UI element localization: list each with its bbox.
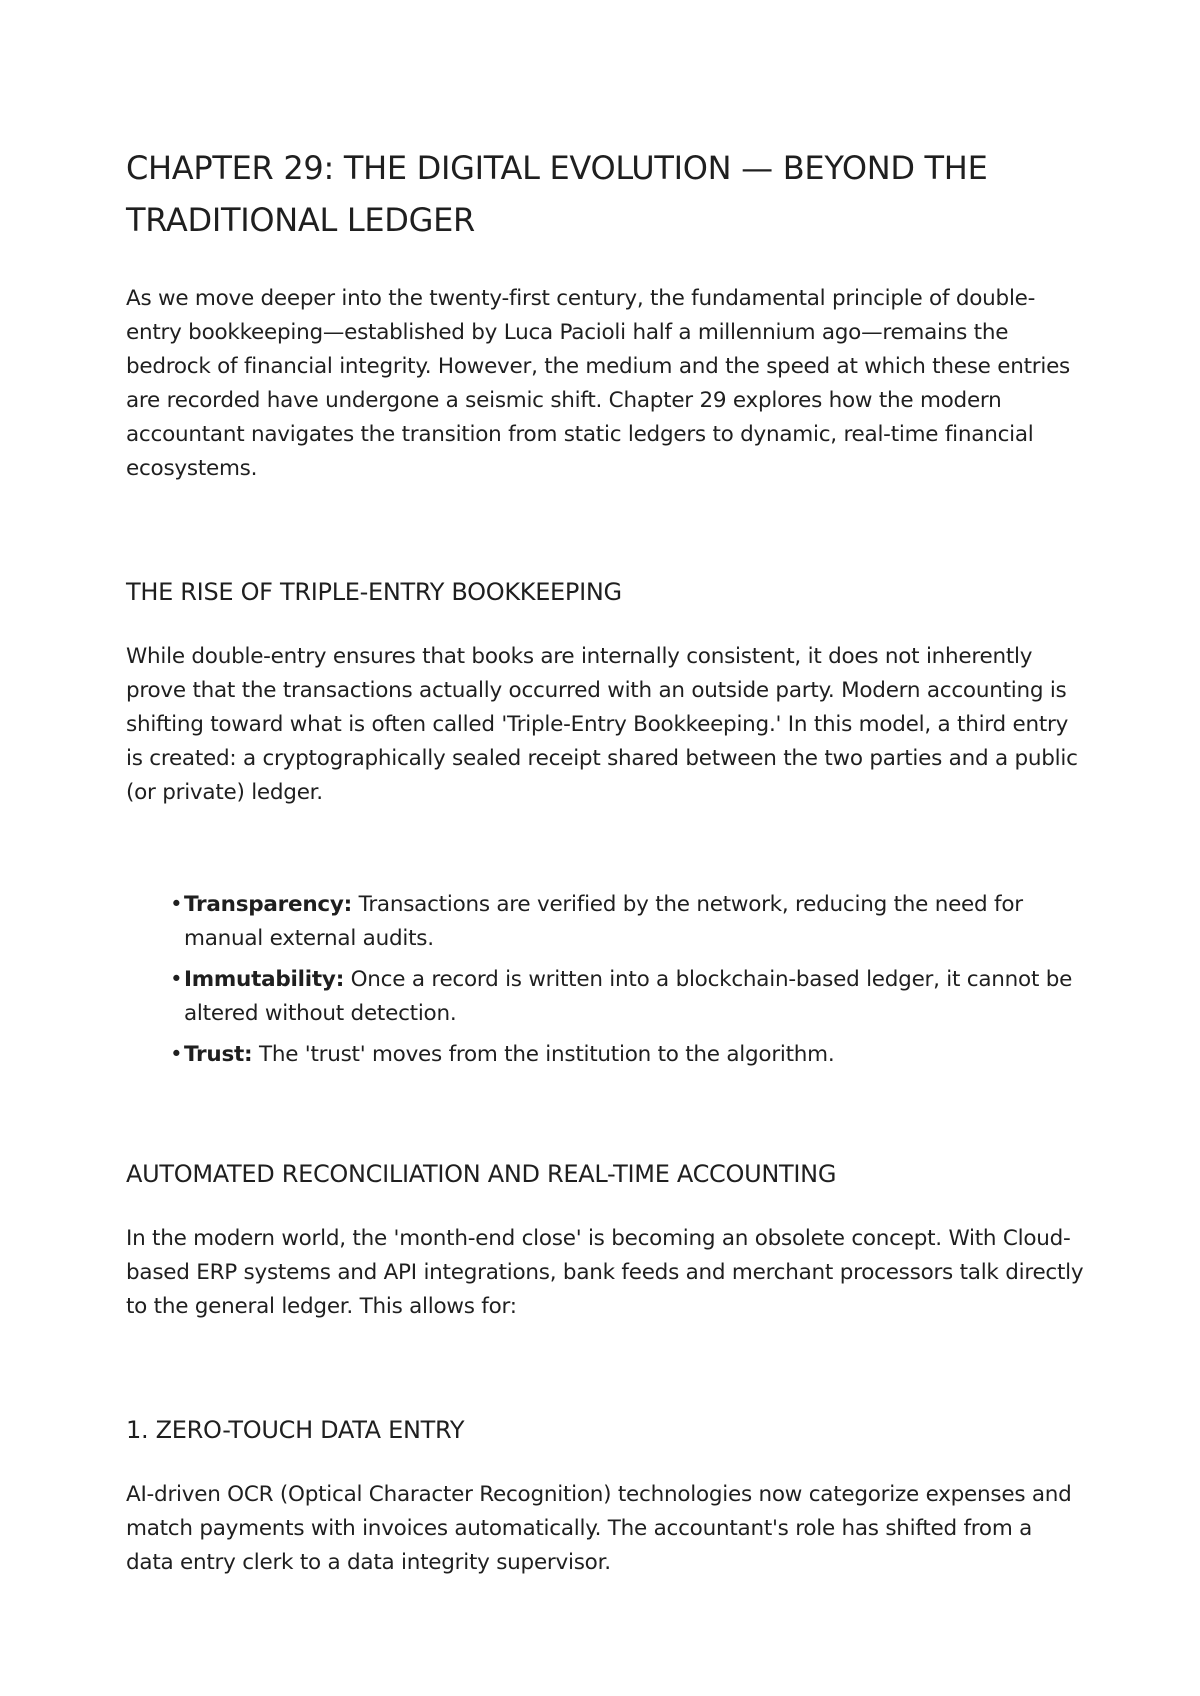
bullet-term: Immutability: [184, 967, 345, 992]
bullet-text: The 'trust' moves from the institution to the algorithm. [252, 1042, 835, 1067]
zero-touch-paragraph: AI-driven OCR (Optical Character Recognition) technologies now categorize expenses and match payments with invoices automatically. The accountant's role has shifted from a data entry clerk to a data integrity supervisor. [126, 1482, 1072, 1575]
bullet-trust [170, 1038, 1086, 1072]
triple-entry-bullet-list [126, 888, 1086, 1072]
bullet-dot-icon: • [170, 967, 183, 992]
section-heading-automated-reconciliation: AUTOMATED RECONCILIATION AND REAL-TIME ACCOUNTING [126, 1160, 837, 1188]
section-heading-triple-entry: THE RISE OF TRIPLE-ENTRY BOOKKEEPING [126, 578, 622, 606]
bullet-term: Trust: [184, 1042, 253, 1067]
chapter-title: CHAPTER 29: THE DIGITAL EVOLUTION — BEYOND THE TRADITIONAL LEDGER [126, 149, 988, 239]
section-heading-zero-touch: 1. ZERO-TOUCH DATA ENTRY [126, 1416, 465, 1444]
bullet-dot-icon: • [170, 1042, 183, 1067]
bullet-text: Once a record is written into a blockchain-based ledger, it cannot be altered without detection. [184, 967, 1073, 1026]
document-page [126, 142, 1086, 1580]
bullet-term: Transparency: [184, 892, 353, 917]
intro-paragraph: As we move deeper into the twenty-first century, the fundamental principle of double-entry bookkeeping—established by Luca Pacioli half a millennium ago—remains the bedrock of financial integrity. However, the medium and the speed at which these entries are recorded have undergone a seismic shift. Chapter 29 explores how the modern accountant navigates the transition from static ledgers to dynamic, real-time financial ecosystems. [126, 286, 1070, 481]
bullet-dot-icon: • [170, 892, 183, 917]
triple-entry-paragraph: While double-entry ensures that books are internally consistent, it does not inherently prove that the transactions actually occurred with an outside party. Modern accounting is shifting toward what is often called 'Triple-Entry Bookkeeping.' In this model, a third entry is created: a cryptographically sealed receipt shared between the two parties and a public (or private) ledger. [126, 644, 1078, 805]
bullet-transparency [170, 888, 1086, 956]
automated-reconciliation-paragraph: In the modern world, the 'month-end close' is becoming an obsolete concept. With Cloud-based ERP systems and API integrations, bank feeds and merchant processors talk directly to the general ledger. This allows for: [126, 1226, 1084, 1319]
bullet-immutability [170, 963, 1086, 1031]
bullet-text: Transactions are verified by the network, reducing the need for manual external audits. [184, 892, 1023, 951]
